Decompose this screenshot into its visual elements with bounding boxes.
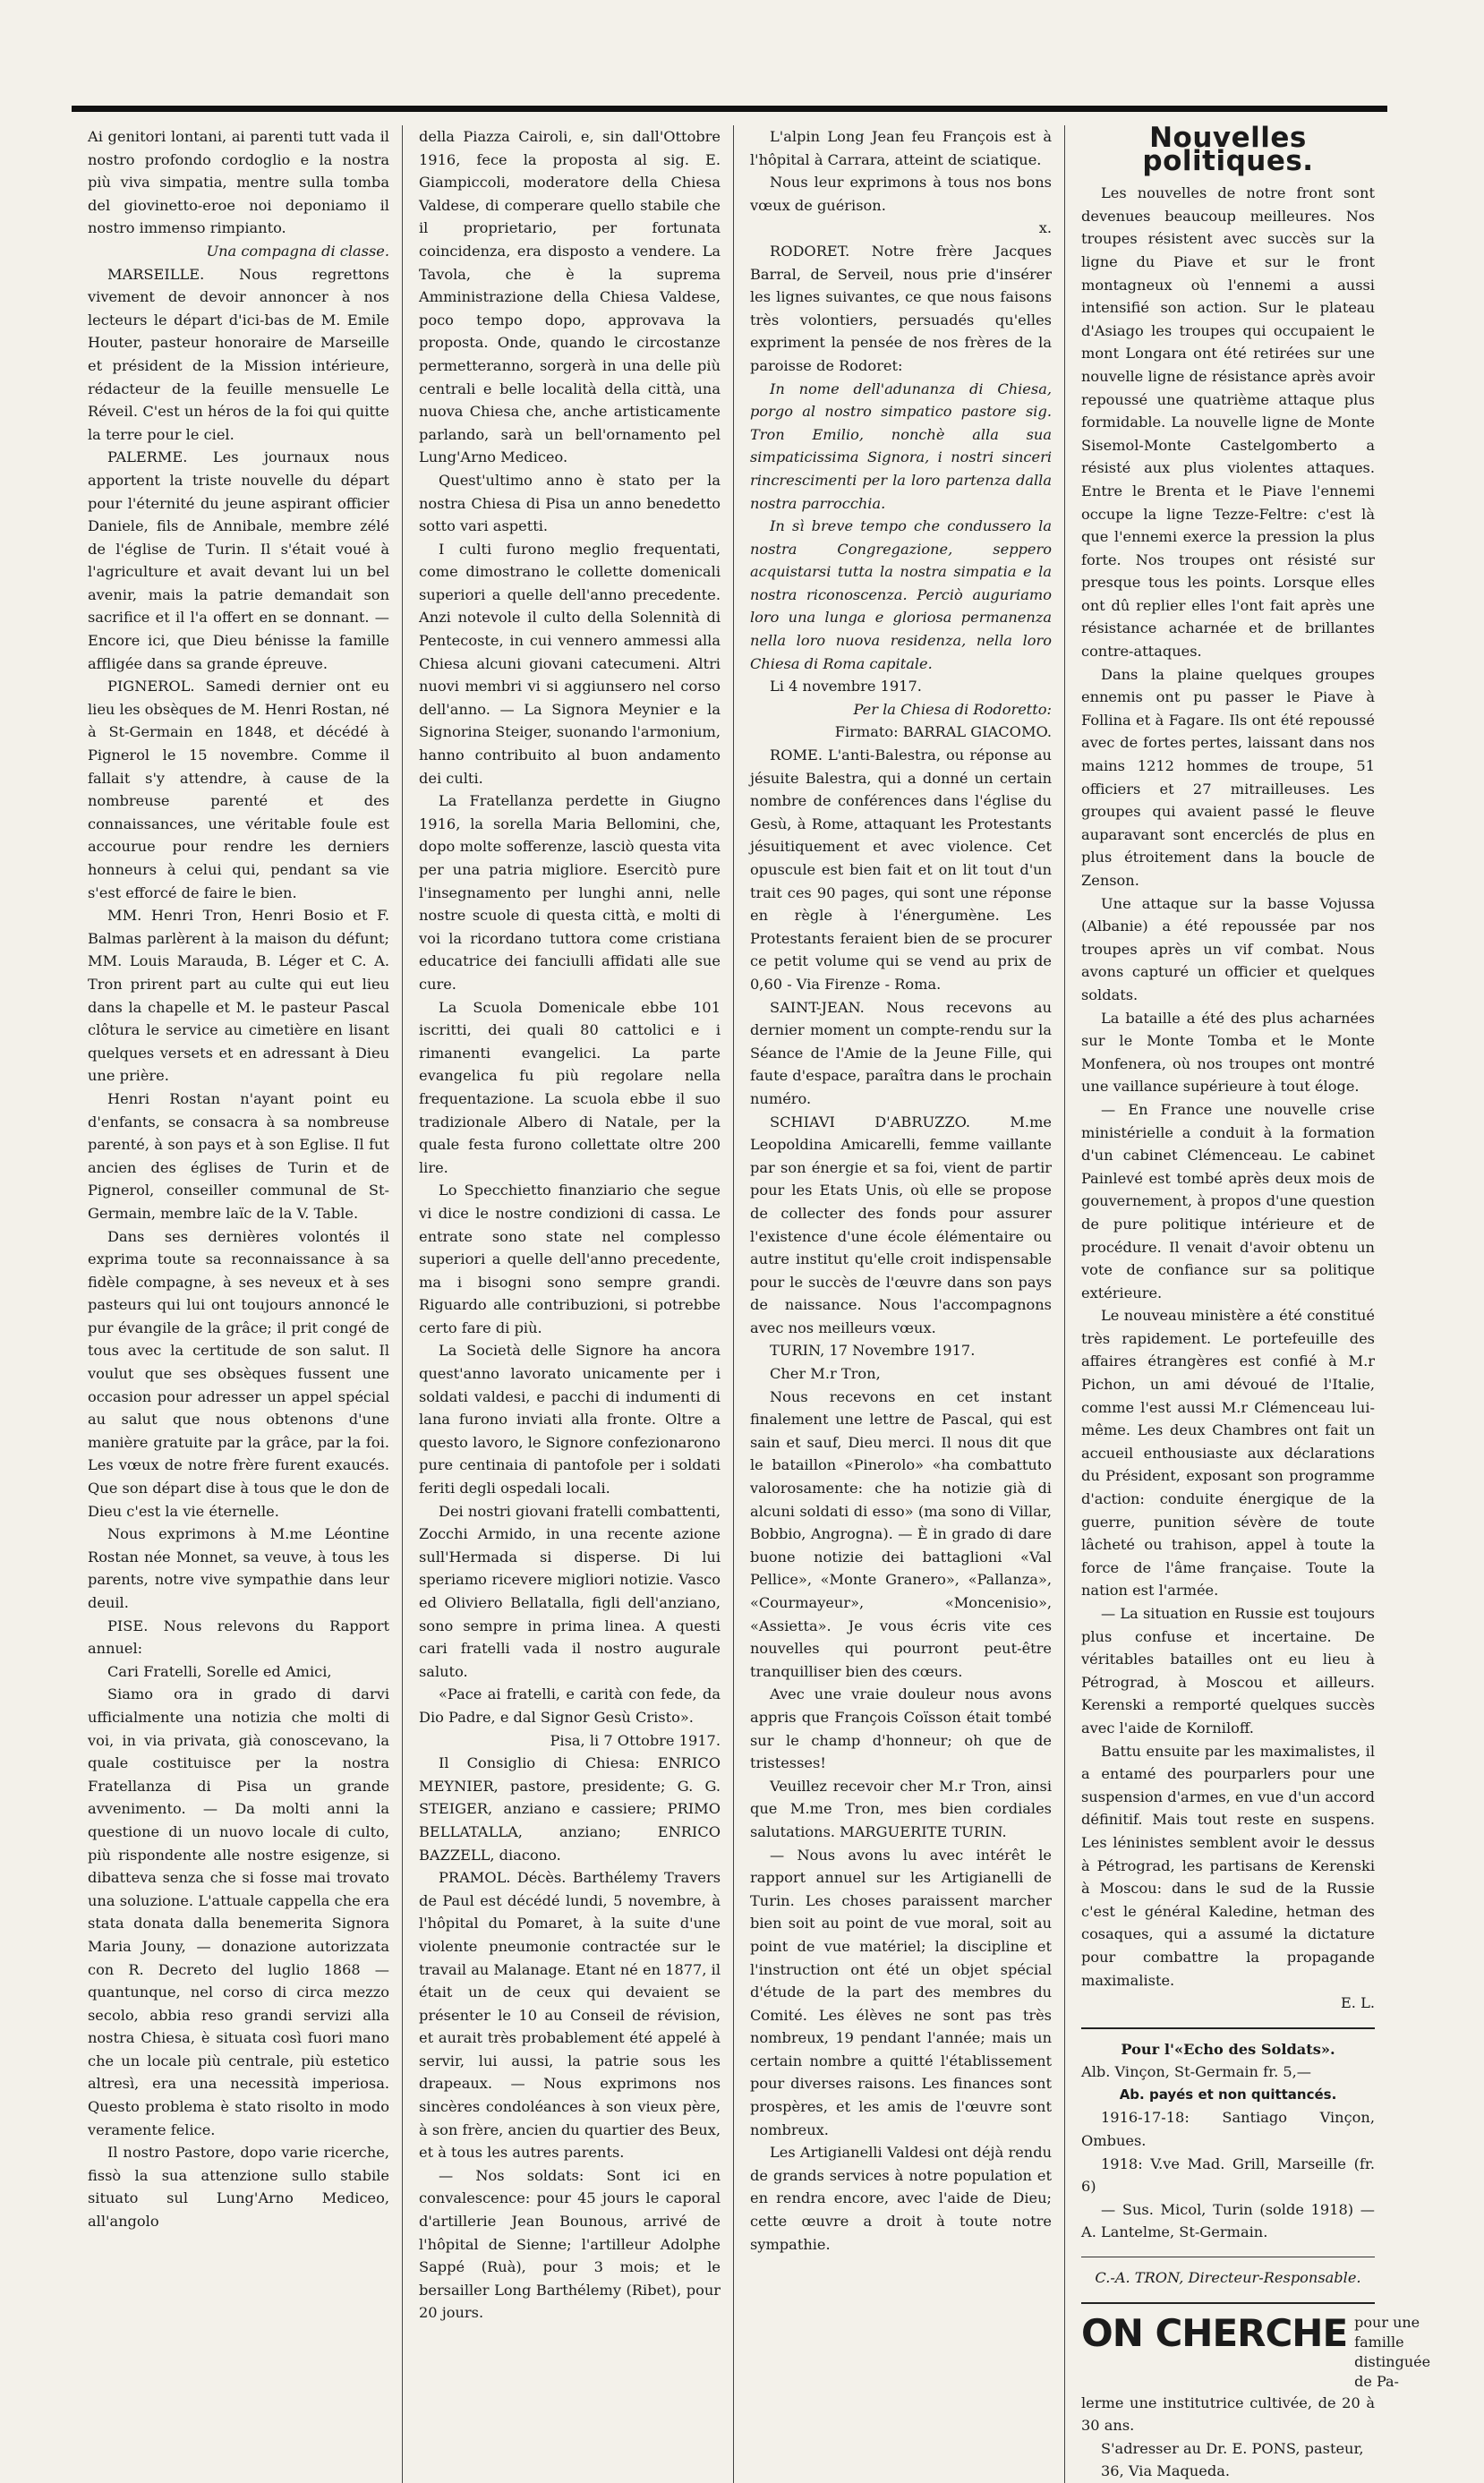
signature: Una compagna di classe. xyxy=(206,242,389,260)
paragraph-marseille: MARSEILLE. Nous regrettons vivement de devoir annoncer à nos lecteurs le départ d'ici-bas de M. Emile Houter, pasteur honoraire de Marseille et président de la Mission intérieure, rédacteur de la feuille mensuelle Le Réveil. C'est un héros de la foi qui quitte la terre pour le ciel. xyxy=(88,265,389,443)
paragraph: — Nos soldats: Sont ici en convalescence: pour 45 jours le caporal d'artillerie Jean Bounous, arrivé de l'hôpital de Sienne; l'artilleur Adolphe Sappé (Ruà), pour 3 mois; et le bersailler Long Barthélemy (Ribet), pour 20 jours. xyxy=(419,2166,721,2322)
newspaper-page xyxy=(72,122,1431,2480)
section-heading: Nouvelles politiques. xyxy=(1142,122,1314,177)
signature: Firmato: BARRAL GIACOMO. xyxy=(834,723,1052,741)
paragraph-pignerol: PIGNEROL. Samedi dernier ont eu lieu les obsèques de M. Henri Rostan, né à St-Germain en 1848, et décédé à Pignerol le 15 novembre. Comme il fallait s'y attendre, à cause de la nombreuse parenté et des connaissances, une véritable foule est accourue pour rendre les derniers honneurs à celui qui, pendant sa vie s'est efforcé de faire le bien. xyxy=(88,678,389,901)
paragraph: Dans la plaine quelques groupes ennemis ont pu passer le Piave à Follina et à Fagare. Ils ont été repoussé avec de fortes pertes, laissant dans nos mains 1212 hommes de troupe, 51 officiers et 27 mitrailleuses. Les groupes qui avaient passé le fleuve auparavant sont encerclés de plus en plus étroitement dans la boucle de Zenson. xyxy=(1081,665,1375,889)
salutation: Cher M.r Tron, xyxy=(770,1365,881,1383)
paragraph: In sì breve tempo che condussero la nostra Congregazione, seppero acquistarsi tutta la nostra simpatia e la nostra riconoscenza. Perciò auguriamo loro una lunga e gloriosa permanenza nella loro nuova residenza, nella loro Chiesa di Roma capitale. xyxy=(750,517,1052,672)
paragraph: Veuillez recevoir cher M.r Tron, ainsi que M.me Tron, mes bien cordiales salutations. MARGUERITE TURIN. xyxy=(750,1777,1052,1840)
dateline: Pisa, li 7 Ottobre 1917. xyxy=(550,1731,721,1749)
column-4 xyxy=(1065,122,1431,2483)
column-3 xyxy=(734,125,1065,2483)
paragraph: Lo Specchietto finanziario che segue vi dice le nostre condizioni di cassa. Le entrate sono state nel complesso superiori a quelle dell'anno precedente, ma i bisogni sono sempre grandi. Riguardo alle contribuzioni, si potrebbe certo fare di più. xyxy=(419,1182,721,1336)
paragraph: Avec une vraie douleur nous avons appris que François Coïsson était tombé sur le champ d'honneur; oh que de tristesses! xyxy=(750,1685,1052,1772)
paragraph: Les Artigianelli Valdesi ont déjà rendu de grands services à notre population et en rendra encore, avec l'aide de Dieu; cette œuvre a droit à toute notre sympathie. xyxy=(750,2144,1052,2253)
signature: x. xyxy=(1038,219,1052,237)
paragraph: Ai genitori lontani, ai parenti tutt vada il nostro profondo cordoglio e la nostra più viva simpatia, mentre sulla tomba del giovinetto-eroe noi deponiamo il nostro immenso rimpianto. xyxy=(88,128,389,237)
ad-text: pour une famille distinguée de Pa- xyxy=(1354,2313,1431,2390)
paragraph: La Società delle Signore ha ancora quest'anno lavorato unicamente per i soldati valdesi, e pacchi di indumenti di lana furono inviati alla fronte. Oltre a questo lavoro, le Signore confezionarono pure centinaia di pantofole per i soldati feriti degli ospedali locali. xyxy=(419,1342,721,1497)
paragraph-rodoret: RODORET. Notre frère Jacques Barral, de Serveil, nous prie d'insérer les lignes suivantes, ce que nous faisons très volontiers, persuadés qu'elles expriment la pensée de nos frères de la paroisse de Rodoret: xyxy=(750,242,1052,374)
paragraph: Les nouvelles de notre front sont devenues beaucoup meilleures. Nos troupes résistent avec succès sur la ligne du Piave et sur le front montagneux où l'ennemi a aussi intensifié son action. Sur le plateau d'Asiago les troupes qui occupaient le mont Longara ont été retirées sur une nouvelle ligne de résistance après avoir repoussé une quatrième attaque plus formidable. La nouvelle ligne de Monte Sisemol-Monte Castelgomberto a résisté aux plus violentes attaques. Entre le Brenta et le Piave l'ennemi occupe la ligne Tezze-Feltre: c'est là que l'ennemi exerce la pression la plus forte. Nos troupes ont résisté sur presque tous les points. Lorsque elles ont dû replier elles l'ont fait après une résistance acharnée et de brillantes contre-attaques. xyxy=(1081,184,1375,661)
paragraph: Siamo ora in grado di darvi ufficialmente una notizia che molti di voi, in via privata, già conoscevano, la quale costituisce per la nostra Fratellanza di Pisa un grande avvenimento. — Da molti anni la questione di un nuovo locale di culto, più rispondente alle nostre esigenze, si dibatteva senza che si fosse mai trovato una soluzione. L'attuale cappella che era stata donata dalla benemerita Signora Maria Jouny, — donazione autorizzata con R. Decreto del luglio 1868 — quantunque, nel corso di circa mezzo secolo, abbia reso grandi servizi alla nostra Chiesa, è situata così fuori mano che un locale più centrale, più estetico altresì, era una necessità imperiosa. Questo problema è stato risolto in modo veramente felice. xyxy=(88,1685,389,2138)
subscription-line: — Sus. Micol, Turin (solde 1918) — A. Lantelme, St-Germain. xyxy=(1081,2200,1375,2241)
paragraph: Henri Rostan n'ayant point eu d'enfants, se consacra à sa nombreuse parenté, à son pays et à son Eglise. Il fut ancien des églises de Turin et de Pignerol, conseiller communal de St-Germain, membre laïc de la V. Table. xyxy=(88,1089,389,1222)
paragraph: — En France une nouvelle crise ministérielle a conduit à la formation d'un cabinet Clémenceau. Le cabinet Painlevé est tombé après deux mois de gouvernement, à propos d'une question de pure politique intérieure et de procédure. Il venait d'avoir obtenu un vote de confiance sur sa politique extérieure. xyxy=(1081,1100,1375,1301)
paragraph-palerme: PALERME. Les journaux nous apportent la triste nouvelle du départ pour l'éternité du jeune aspirant officier Daniele, fils de Annibale, membre zélé de l'église de Turin. Il s'était voué à l'agriculture et avait devant lui un bel avenir, mais la patrie demandait son sacrifice et il l'a offert en se donnant. — Encore ici, que Dieu bénisse la famille affligée dans sa grande épreuve. xyxy=(88,448,389,672)
dateline: TURIN, 17 Novembre 1917. xyxy=(770,1342,976,1360)
paragraph: I culti furono meglio frequentati, come dimostrano le collette domenicali superiori a quelle dell'anno precedente. Anzi notevole il culto della Solennità di Pentecoste, in cui vennero ammessi alla Chiesa alcuni giovani catecumeni. Altri nuovi membri vi si aggiunsero nel corso dell'anno. — La Signora Meynier e la Signorina Steiger, suonando l'armonium, hanno contribuito al buon andamento dei culti. xyxy=(419,540,721,787)
ad-contact: 36, Via Maqueda. xyxy=(1101,2462,1231,2480)
paragraph: Dei nostri giovani fratelli combattenti, Zocchi Armido, in una recente azione sull'Hermada si disperse. Di lui speriamo ricevere migliori notizie. Vasco ed Oliviero Bellatalla, figli dell'anziano, sono sempre in prima linea. A questi cari fratelli vada il nostro augurale saluto. xyxy=(419,1502,721,1680)
classified-ad xyxy=(1081,2310,1431,2392)
paragraph: — La situation en Russie est toujours plus confuse et incertaine. De véritables batailles ont eu lieu à Pétrograd, à Moscou et ailleurs. Kerenski a remporté quelques succès avec l'aide de Korniloff. xyxy=(1081,1605,1375,1736)
subscription-line: 1918: V.ve Mad. Grill, Marseille (fr. 6) xyxy=(1081,2154,1375,2196)
paragraph: — Nous avons lu avec intérêt le rapport annuel sur les Artigianelli de Turin. Les choses paraissent marcher bien soit au point de vue moral, soit au point de vue matériel; la discipline et l'instruction ont été un objet spécial d'étude de la part des membres du Comité. Les élèves ne sont pas très nombreux, 19 pendant l'année; mais un certain nombre a quitté l'établissement pour diverses raisons. Les finances sont prospères, et les amis de l'œuvre sont nombreux. xyxy=(750,1846,1052,2138)
signature: Per la Chiesa di Rodoretto: xyxy=(853,700,1052,718)
subscription-line: Alb. Vinçon, St-Germain fr. 5,— xyxy=(1081,2063,1311,2081)
paragraph: Une attaque sur la basse Vojussa (Albanie) a été repoussée par nos troupes après un vif combat. Nous avons capturé un officier et quelques soldats. xyxy=(1081,894,1375,1003)
paragraph: La bataille a été des plus acharnées sur le Monte Tomba et le Monte Monfenera, où nos troupes ont montré une vaillance supérieure à tout éloge. xyxy=(1081,1009,1375,1096)
divider xyxy=(1081,2302,1375,2304)
paragraph: Nous leur exprimons à tous nos bons vœux de guérison. xyxy=(750,174,1052,214)
paragraph: Il nostro Pastore, dopo varie ricerche, fissò la sua attenzione sullo stabile situato sul Lung'Arno Mediceo, all'angolo xyxy=(88,2144,389,2231)
ad-headline: ON CHERCHE xyxy=(1081,2310,1348,2355)
paragraph-schiavi: SCHIAVI D'ABRUZZO. M.me Leopoldina Amicarelli, femme vaillante par son énergie et sa foi, vient de partir pour les Etats Unis, où elle se propose de collecter des fonds pour assurer l'existence d'une école élémentaire ou autre institut qu'elle croit indispensable pour le succès de l'œuvre dans son pays de naissance. Nous l'accompagnons avec nos meilleurs vœux. xyxy=(750,1113,1052,1336)
paragraph: Dans ses dernières volontés il exprima toute sa reconnaissance à sa fidèle compagne, à ses neveux et à ses pasteurs qui lui ont toujours annoncé le pur évangile de la grâce; il prit congé de tous avec la certitude de son salut. Il voulut que ses obsèques fussent une occasion pour adresser un appel spécial au salut que nous obtenons d'une manière gratuite par la grâce, par la foi. Les vœux de notre frère furent exaucés. Que son départ dise à tous que le don de Dieu c'est la vie éternelle. xyxy=(88,1227,389,1520)
paragraph: Le nouveau ministère a été constitué très rapidement. Le portefeuille des affaires étrangères est confié à M.r Pichon, un ami dévoué de l'Italie, comme l'est aussi M.r Clémenceau lui-même. Les deux Chambres ont fait un accueil enthousiaste aux déclarations du Président, exposant son programme d'action: conduite énergique de la guerre, punition sévère de toute lâcheté ou trahison, appel à toute la force de l'âme française. Toute la nation est l'armée. xyxy=(1081,1307,1375,1600)
column-2 xyxy=(403,125,734,2483)
column-1 xyxy=(72,125,403,2483)
subscription-line: 1916-17-18: Santiago Vinçon, Ombues. xyxy=(1081,2109,1375,2150)
ad-text: lerme une institutrice cultivée, de 20 à 30 ans. xyxy=(1081,2393,1375,2435)
subscriptions-subtitle: Ab. payés et non quittancés. xyxy=(1119,2086,1337,2103)
top-rule xyxy=(72,106,1387,112)
signature: E. L. xyxy=(1340,1994,1375,2012)
paragraph-pise: PISE. Nous relevons du Rapport annuel: xyxy=(88,1617,389,1658)
paragraph: MM. Henri Tron, Henri Bosio et F. Balmas parlèrent à la maison du défunt; MM. Louis Marauda, B. Léger et C. A. Tron prirent part au culte qui eut lieu dans la chapelle et M. le pasteur Pascal clôtura le service au cimetière en lisant quelques versets et en adressant à Dieu une prière. xyxy=(88,907,389,1085)
salutation: Cari Fratelli, Sorelle ed Amici, xyxy=(107,1662,332,1680)
paragraph: Il Consiglio di Chiesa: ENRICO MEYNIER, pastore, presidente; G. G. STEIGER, anziano e cassiere; PRIMO BELLATALLA, anziano; ENRICO BAZZELL, diacono. xyxy=(419,1754,721,1864)
ad-contact: S'adresser au Dr. E. PONS, pasteur, xyxy=(1101,2439,1364,2457)
director-line: C.-A. TRON, Directeur-Responsable. xyxy=(1095,2269,1361,2287)
paragraph: La Scuola Domenicale ebbe 101 iscritti, dei quali 80 cattolici e i rimanenti evangelici. La parte evangelica fu più regolare nella frequentazione. La scuola ebbe il suo tradizionale Albero di Natale, per la quale festa furono collettate oltre 200 lire. xyxy=(419,998,721,1176)
paragraph: della Piazza Cairoli, e, sin dall'Ottobre 1916, fece la proposta al sig. E. Giampiccoli, moderatore della Chiesa Valdese, di comperare quello stabile che il proprietario, per fortunata coincidenza, era disposto a vendere. La Tavola, che è la suprema Amministrazione della Chiesa Valdese, poco tempo dopo, approvava la proposta. Onde, quando le circostanze permetteranno, sorgerà in una delle più centrali e belle località della città, una nuova Chiesa che, anche artisticamente parlando, sarà un bell'ornamento pel Lung'Arno Mediceo. xyxy=(419,128,721,466)
paragraph: Nous recevons en cet instant finalement une lettre de Pascal, qui est sain et sauf, Dieu merci. Il nous dit que le bataillon «Pinerolo» «ha combattuto valorosamente: che ha notizie già di alcuni soldati di esso» (ma sono di Villar, Bobbio, Angrogna). — È in grado di dare buone notizie dei battaglioni «Val Pellice», «Monte Granero», «Pallanza», «Courmayeur», «Moncenisio», «Assietta». Je vous écris vite ces nouvelles qui pourront peut-être tranquilliser bien des cœurs. xyxy=(750,1387,1052,1680)
paragraph: La Fratellanza perdette in Giugno 1916, la sorella Maria Bellomini, che, dopo molte sofferenze, lasciò questa vita per una patria migliore. Esercitò pure l'insegnamento per lunghi anni, nelle nostre scuole di questa città, e molti di voi la ricordano tuttora come cristiana educatrice dei fanciulli affidati alle sue cure. xyxy=(419,792,721,993)
paragraph: L'alpin Long Jean feu François est à l'hôpital à Carrara, atteint de sciatique. xyxy=(750,128,1052,168)
paragraph: Battu ensuite par les maximalistes, il a entamé des pourparlers pour une suspension d'armes, en vue d'un accord définitif. Mais tout reste en suspens. Les léninistes semblent avoir le dessus à Pétrograd, les partisans de Kerenski à Moscou: dans le sud de la Russie c'est le général Kaledine, hetman des cosaques, qui a assumé la dictature pour combattre la propagande maximaliste. xyxy=(1081,1742,1375,1989)
paragraph-rome: ROME. L'anti-Balestra, ou réponse au jésuite Balestra, qui a donné un certain nombre de conférences dans l'église du Gesù, à Rome, attaquant les Protestants jésuitiquement et avec violence. Cet opuscule est bien fait et on lit tout d'un trait ces 90 pages, qui sont une réponse en règle à l'énergumène. Les Protestants feraient bien de se procurer ce petit volume qui se vend au prix de 0,60 - Via Firenze - Roma. xyxy=(750,747,1052,993)
paragraph: Nous exprimons à M.me Léontine Rostan née Monnet, sa veuve, à tous les parents, notre vive sympathie dans leur deuil. xyxy=(88,1525,389,1611)
paragraph-pramol: PRAMOL. Décès. Barthélemy Travers de Paul est décédé lundi, 5 novembre, à l'hôpital du Pomaret, à la suite d'une violente pneumonie contractée sur le travail au Malanage. Etant né en 1877, il était un de ceux qui devaient se présenter le 10 au Conseil de révision, et aurait très probablement été appelé à servir, lui aussi, la patrie sous les drapeaux. — Nous exprimons nos sincères condoléances à son vieux père, à son frère, ancien du quartier des Beux, et à tous les autres parents. xyxy=(419,1869,721,2162)
paragraph: «Pace ai fratelli, e carità con fede, da Dio Padre, e dal Signor Gesù Cristo». xyxy=(419,1685,721,1726)
divider xyxy=(1081,2027,1375,2029)
dateline: Li 4 novembre 1917. xyxy=(770,678,922,695)
paragraph: Quest'ultimo anno è stato per la nostra Chiesa di Pisa un anno benedetto sotto vari aspetti. xyxy=(419,471,721,535)
paragraph: In nome dell'adunanza di Chiesa, porgo al nostro simpatico pastore sig. Tron Emilio, nonchè alla sua simpaticissima Signora, i nostri sinceri rincrescimenti per la loro partenza dalla nostra parrocchia. xyxy=(750,380,1052,512)
paragraph-saint-jean: SAINT-JEAN. Nous recevons au dernier moment un compte-rendu sur la Séance de l'Amie de la Jeune Fille, qui faute d'espace, paraîtra dans le prochain numéro. xyxy=(750,998,1052,1107)
subscriptions-title: Pour l'«Echo des Soldats». xyxy=(1121,2040,1335,2058)
